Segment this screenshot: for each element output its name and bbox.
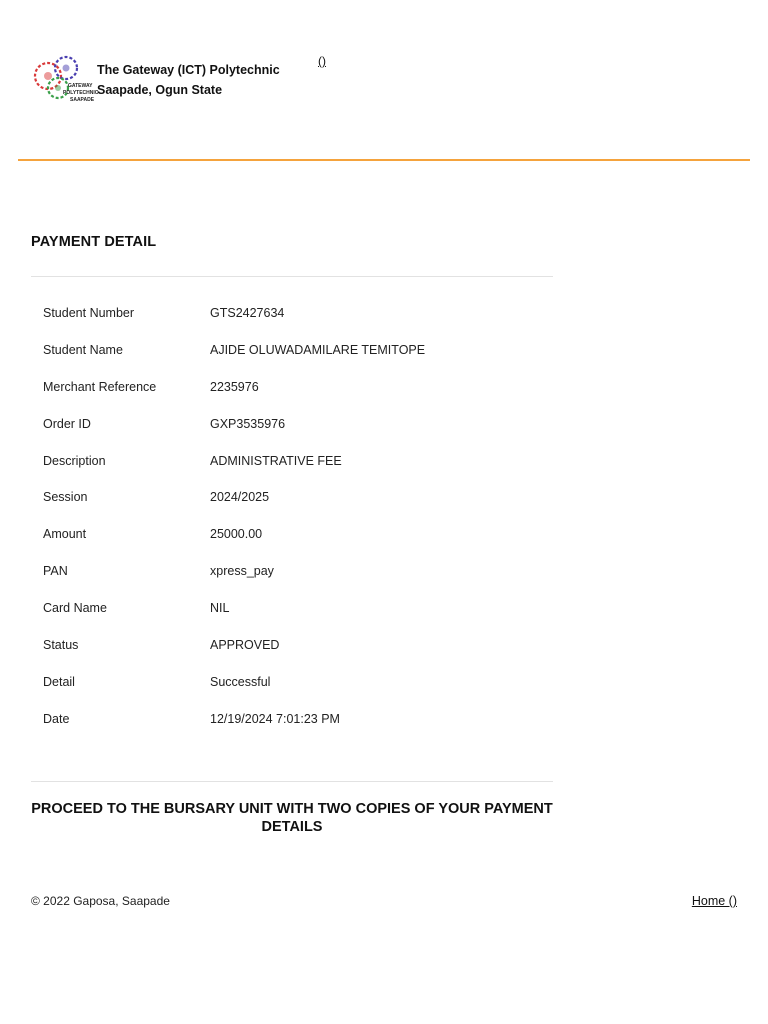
detail-row-student-number (43, 306, 543, 343)
detail-label: Student Name (43, 342, 123, 357)
detail-value: 25000.00 (210, 527, 263, 542)
section-divider-bottom (31, 781, 553, 782)
site-header (30, 54, 750, 110)
bursary-notice: PROCEED TO THE BURSARY UNIT WITH TWO COPIES OF YOUR PAYMENT DETAILS (31, 801, 553, 835)
detail-row-pan (43, 564, 543, 601)
detail-value: 12/19/2024 7:01:23 PM (210, 711, 340, 726)
detail-value: 2235976 (210, 379, 259, 394)
payment-details-table (43, 306, 543, 749)
detail-label: Amount (43, 527, 87, 542)
detail-value: ADMINISTRATIVE FEE (210, 453, 342, 468)
detail-row-description (43, 454, 543, 491)
institution-name: The Gateway (ICT) Polytechnic (97, 63, 280, 77)
header-link[interactable]: () (318, 54, 326, 68)
detail-row-amount (43, 527, 543, 564)
logo-text-1: GATEWAY (68, 83, 93, 89)
detail-row-order-id (43, 417, 543, 454)
detail-label: Card Name (43, 601, 107, 616)
detail-value: GXP3535976 (210, 416, 286, 431)
detail-row-student-name (43, 343, 543, 380)
detail-label: Description (43, 453, 106, 468)
institution-brand (97, 60, 280, 100)
detail-value: APPROVED (210, 638, 280, 653)
detail-row-card-name (43, 601, 543, 638)
detail-label: Detail (43, 674, 75, 689)
detail-label: PAN (43, 564, 68, 579)
polytechnic-logo (30, 54, 99, 110)
detail-row-date (43, 712, 543, 749)
header-divider (18, 159, 750, 161)
detail-label: Merchant Reference (43, 379, 157, 394)
home-link[interactable]: Home () (691, 894, 737, 908)
section-divider-top (31, 276, 553, 277)
detail-value: GTS2427634 (210, 306, 285, 320)
detail-row-status (43, 638, 543, 675)
logo-text-2: POLYTECHNIC (63, 90, 99, 96)
detail-label: Student Number (43, 306, 135, 320)
footer-copyright: © 2022 Gaposa, Saapade (31, 894, 170, 908)
detail-label: Order ID (43, 416, 91, 431)
institution-location: Saapade, Ogun State (97, 83, 223, 97)
detail-row-merchant-reference (43, 380, 543, 417)
detail-value: Successful (210, 674, 271, 689)
detail-row-session (43, 490, 543, 527)
detail-label: Date (43, 711, 70, 726)
detail-value: AJIDE OLUWADAMILARE TEMITOPE (210, 342, 426, 357)
detail-value: NIL (210, 601, 230, 616)
detail-row-detail (43, 675, 543, 712)
detail-label: Session (43, 490, 88, 505)
section-title: PAYMENT DETAIL (31, 234, 157, 250)
detail-value: xpress_pay (210, 564, 274, 579)
detail-value: 2024/2025 (210, 490, 270, 505)
logo-text-3: SAAPADE (70, 97, 95, 103)
detail-label: Status (43, 638, 79, 653)
